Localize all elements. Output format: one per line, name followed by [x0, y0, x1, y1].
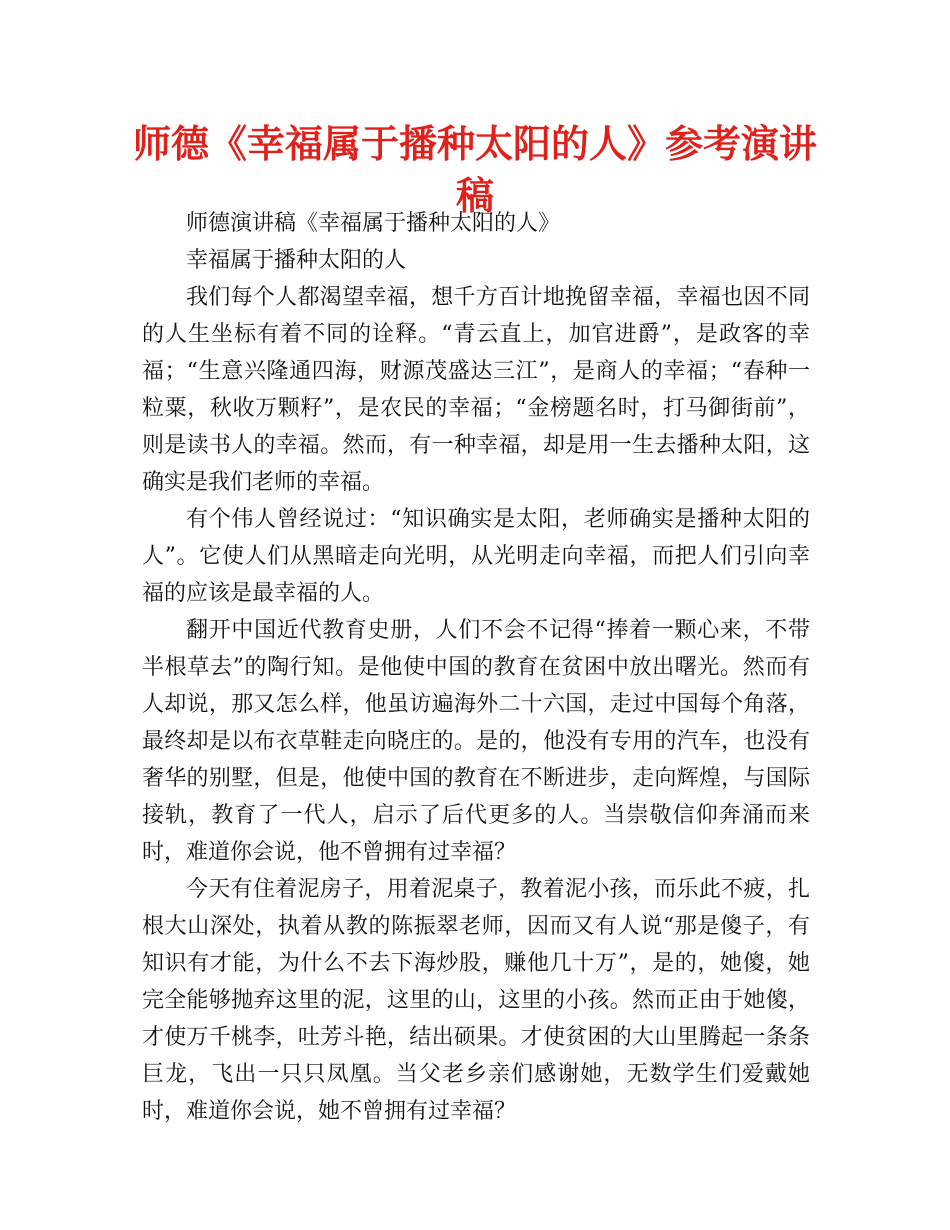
document-title: 师德《幸福属于播种太阳的人》参考演讲稿	[132, 122, 817, 218]
paragraph: 今天有住着泥房子，用着泥桌子，教着泥小孩，而乐此不疲，扎根大山深处，执着从教的陈振翠老师，因而又有人说“那是傻子，有知识有才能，为什么不去下海炒股，赚他几十万”，是的，她傻，她完全能够抛弃这里的泥，这里的山，这里的小孩。然而正由于她傻，才使万千桃李，吐芳斗艳，结出硕果。才使贫困的大山里腾起一条条巨龙，飞出一只只凤凰。当父老乡亲们感谢她，无数学生们爱戴她时，难道你会说，她不曾拥有过幸福？	[142, 877, 810, 1124]
paragraph: 翻开中国近代教育史册，人们不会不记得“捧着一颗心来，不带半根草去”的陶行知。是他使中国的教育在贫困中放出曙光。然而有人却说，那又怎么样，他虽访遍海外二十六国，走过中国每个角落，最终却是以布衣草鞋走向晓庄的。是的，他没有专用的汽车，也没有奢华的别墅，但是，他使中国的教育在不断进步，走向辉煌，与国际接轨，教育了一代人，启示了后代更多的人。当崇敬信仰奔涌而来时，难道你会说，他不曾拥有过幸福？	[142, 618, 810, 865]
paragraph-heading: 幸福属于播种太阳的人	[186, 248, 407, 273]
paragraph: 我们每个人都渴望幸福，想千方百计地挽留幸福，幸福也因不同的人生坐标有着不同的诠释。“青云直上，加官进爵”，是政客的幸福；“生意兴隆通四海，财源茂盛达三江”，是商人的幸福；“春种一粒粟，秋收万颗籽”，是农民的幸福；“金榜题名时，打马御街前”，则是读书人的幸福。然而，有一种幸福，却是用一生去播种太阳，这确实是我们老师的幸福。	[142, 285, 810, 495]
paragraph-subtitle: 师德演讲稿《幸福属于播种太阳的人》	[186, 211, 561, 236]
paragraph: 有个伟人曾经说过：“知识确实是太阳，老师确实是播种太阳的人”。它使人们从黑暗走向光明，从光明走向幸福，而把人们引向幸福的应该是最幸福的人。	[142, 507, 810, 606]
document-body	[142, 205, 810, 1130]
